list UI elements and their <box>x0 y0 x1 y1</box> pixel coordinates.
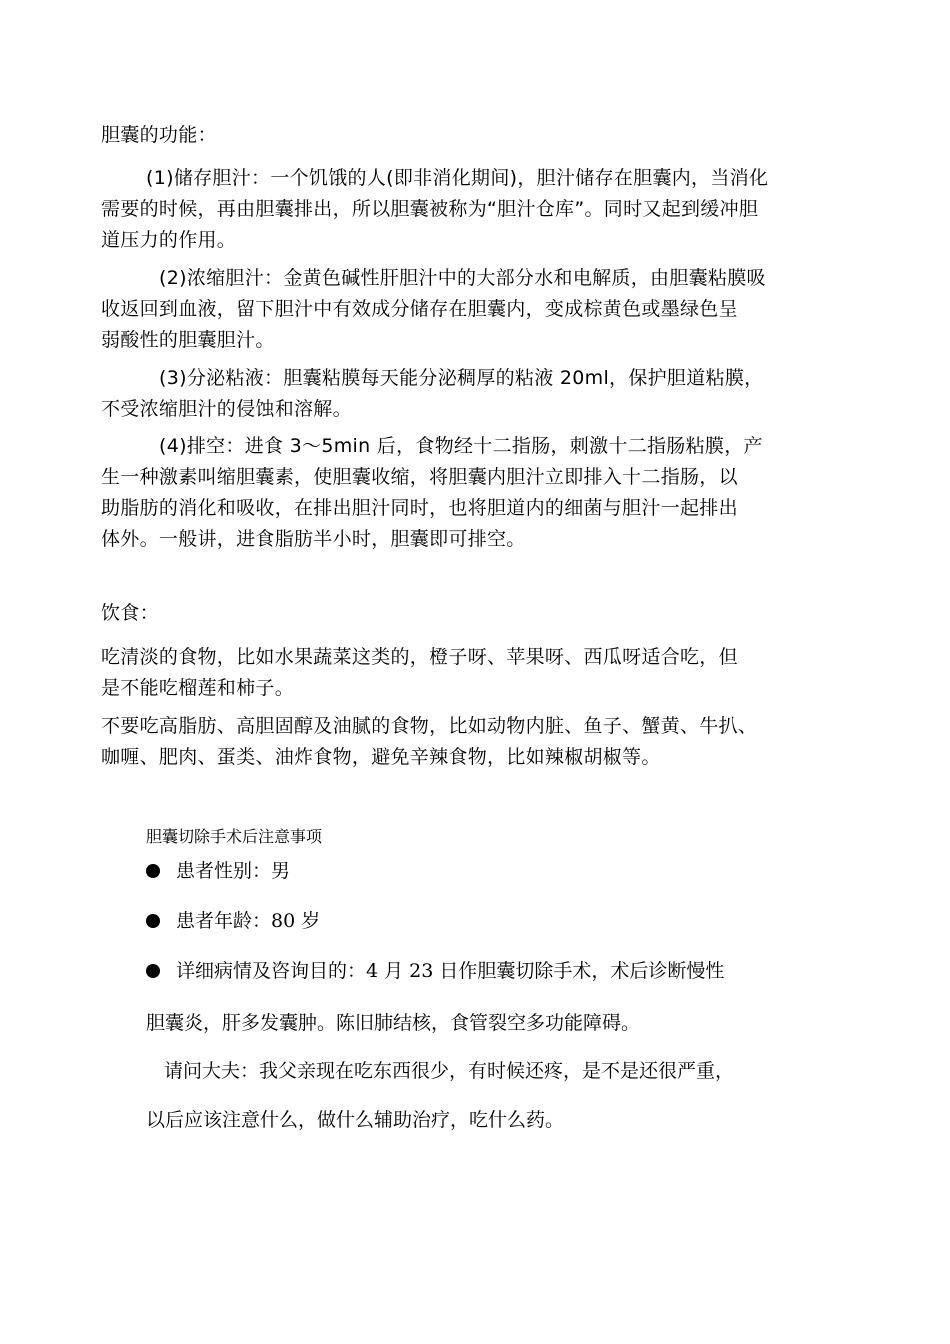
bullet-item-age-text: 患者年龄：80 岁 <box>176 910 321 932</box>
question-line-2: 以后应该注意什么，做什么辅助治疗，吃什么药。 <box>146 1109 565 1131</box>
bullet-item-gender-text: 患者性别：男 <box>176 860 291 882</box>
bullet-item-condition-text: 详细病情及咨询目的：4 月 23 日作胆囊切除手术，术后诊断慢性 <box>176 960 725 982</box>
function-item-2 <box>101 263 766 356</box>
function-item-2-line-3: 弱酸性的胆囊胆汁。 <box>101 329 275 351</box>
question-line-1: 请问大夫：我父亲现在吃东西很少，有时候还疼，是不是还很严重， <box>164 1060 735 1082</box>
diet-paragraph-1 <box>101 642 738 704</box>
function-item-3 <box>101 363 763 425</box>
diet-paragraph-1-line-1: 吃清淡的食物，比如水果蔬菜这类的，橙子呀、苹果呀、西瓜呀适合吃，但 <box>101 646 738 668</box>
function-item-4-line-3: 助脂肪的消化和吸收，在排出胆汁同时，也将胆道内的细菌与胆汁一起排出 <box>101 497 738 519</box>
function-item-1 <box>101 163 768 256</box>
post-surgery-title: 胆囊切除手术后注意事项 <box>146 827 323 846</box>
function-item-4-line-1: (4)排空：进食 3～5min 后，食物经十二指肠，刺激十二指肠粘膜，产 <box>159 435 763 457</box>
condition-continuation: 胆囊炎，肝多发囊肿。陈旧肺结核，食管裂空多功能障碍。 <box>146 1012 641 1034</box>
functions-heading-text: 胆囊的功能： <box>101 124 217 146</box>
diet-heading <box>101 598 159 629</box>
function-item-2-line-1: (2)浓缩胆汁：金黄色碱性肝胆汁中的大部分水和电解质，由胆囊粘膜吸 <box>159 267 766 289</box>
function-item-4-line-4: 体外。一般讲，进食脂肪半小时，胆囊即可排空。 <box>101 528 526 550</box>
function-item-1-line-2: 需要的时候，再由胆囊排出，所以胆囊被称为“胆汁仓库”。同时又起到缓冲胆 <box>101 198 759 220</box>
bullet-dot-icon <box>146 964 160 978</box>
bullet-item-age <box>146 908 320 934</box>
functions-heading <box>101 120 217 151</box>
function-item-3-line-2: 不受浓缩胆汁的侵蚀和溶解。 <box>101 398 352 420</box>
diet-paragraph-1-line-2: 是不能吃榴莲和柿子。 <box>101 677 295 699</box>
function-item-4-line-2: 生一种激素叫缩胆囊素，使胆囊收缩，将胆囊内胆汁立即排入十二指肠，以 <box>101 466 738 488</box>
diet-paragraph-2-line-1: 不要吃高脂肪、高胆固醇及油腻的食物，比如动物内脏、鱼子、蟹黄、牛扒、 <box>101 715 758 737</box>
function-item-2-line-2: 收返回到血液，留下胆汁中有效成分储存在胆囊内，变成棕黄色或墨绿色呈 <box>101 298 738 320</box>
function-item-1-line-3: 道压力的作用。 <box>101 229 237 251</box>
bullet-item-condition <box>146 958 724 984</box>
bullet-item-gender <box>146 858 290 884</box>
function-item-3-line-1: (3)分泌粘液：胆囊粘膜每天能分泌稠厚的粘液 20ml，保护胆道粘膜， <box>159 367 764 389</box>
bullet-dot-icon <box>146 914 160 928</box>
function-item-1-line-1: (1)储存胆汁：一个饥饿的人(即非消化期间)，胆汁储存在胆囊内，当消化 <box>146 167 769 189</box>
diet-paragraph-2 <box>101 711 757 773</box>
diet-paragraph-2-line-2: 咖喱、肥肉、蛋类、油炸食物，避免辛辣食物，比如辣椒胡椒等。 <box>101 746 661 768</box>
function-item-4 <box>101 431 763 555</box>
bullet-dot-icon <box>146 864 160 878</box>
diet-heading-text: 饮食： <box>101 602 159 624</box>
